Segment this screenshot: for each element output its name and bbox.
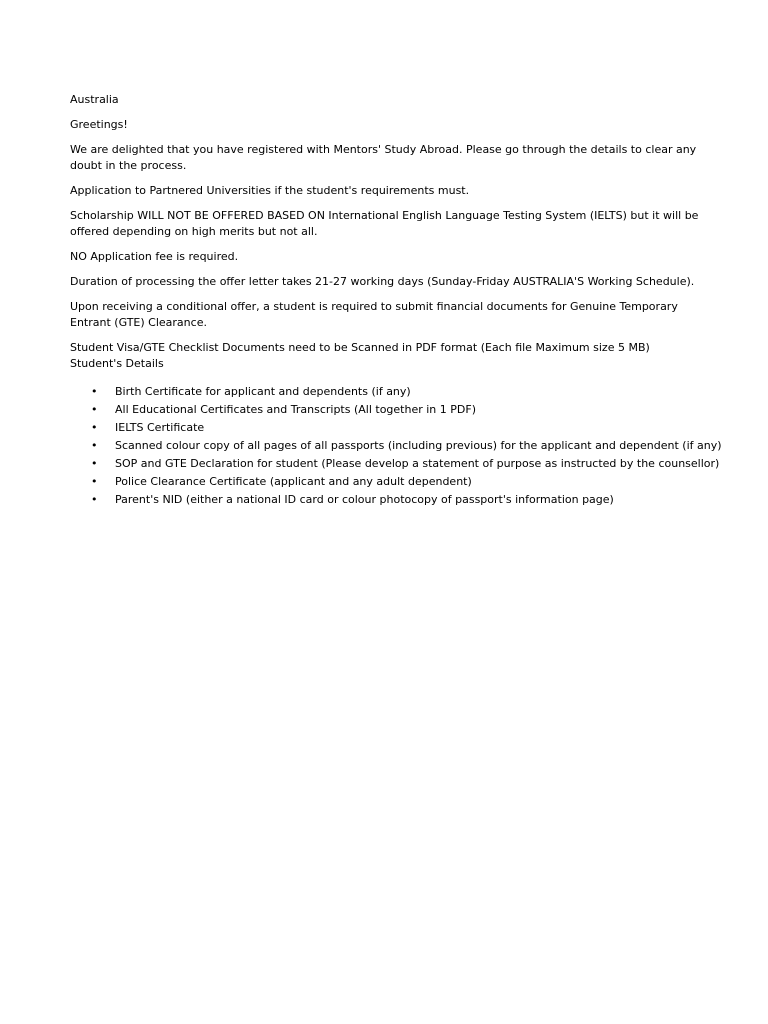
list-item-text: Birth Certificate for applicant and dependents (if any) [115,385,411,398]
paragraph-conditional-offer: Upon receiving a conditional offer, a student is required to submit financial documents for Genuine Temporary Entrant (GTE) Clearance. [70,300,678,329]
list-item-text: Scanned colour copy of all pages of all passports (including previous) for the applicant and dependent (if any) [115,439,722,452]
paragraph-application: Application to Partnered Universities if the student's requirements must. [70,184,470,197]
paragraph-fee: NO Application fee is required. [70,250,239,263]
bullet: • [91,439,98,452]
list-item [70,383,702,401]
document-page [70,92,722,509]
paragraph-checklist-intro: Student Visa/GTE Checklist Documents need to be Scanned in PDF format (Each file Maximum size 5 MB) Student's Details [70,341,650,370]
list-item-text: SOP and GTE Declaration for student (Please develop a statement of purpose as instructed by the counsellor) [115,457,720,470]
greeting: Greetings! [70,118,128,131]
bullet: • [91,493,98,506]
bullet: • [91,403,98,416]
bullet: • [91,385,98,398]
list-item [70,473,702,491]
list-item-text: All Educational Certificates and Transcripts (All together in 1 PDF) [115,403,476,416]
list-item [70,455,720,473]
paragraph-scholarship: Scholarship WILL NOT BE OFFERED BASED ON International English Language Testing System (IELTS) but it will be offered depending on high merits but not all. [70,209,699,238]
paragraph-duration: Duration of processing the offer letter takes 21-27 working days (Sunday-Friday AUSTRALIA'S Working Schedule). [70,275,695,288]
list-item-text: Parent's NID (either a national ID card or colour photocopy of passport's information page) [115,493,614,506]
checklist [70,383,722,509]
bullet: • [91,475,98,488]
paragraph-welcome: We are delighted that you have registered with Mentors' Study Abroad. Please go through the details to clear any doubt in the process. [70,143,697,172]
list-item-text: IELTS Certificate [115,421,205,434]
bullet: • [91,421,98,434]
list-item [70,401,702,419]
list-item [70,419,702,437]
list-item-text: Police Clearance Certificate (applicant and any adult dependent) [115,475,472,488]
list-item [70,437,722,455]
list-item [70,491,702,509]
heading-country: Australia [70,93,119,106]
bullet: • [91,457,98,470]
